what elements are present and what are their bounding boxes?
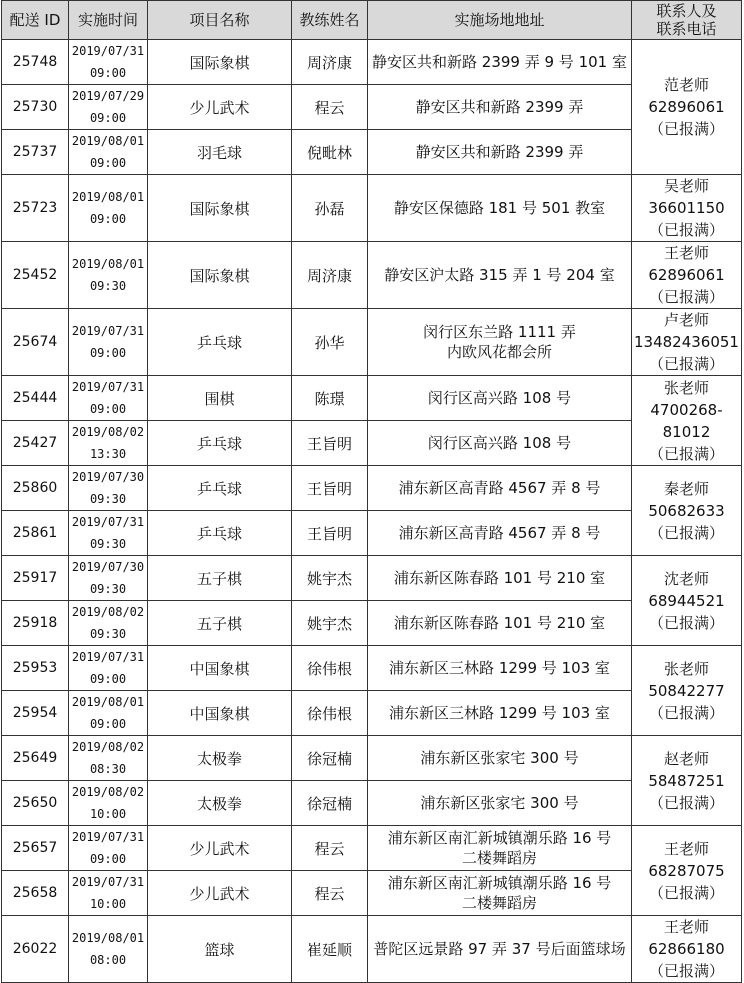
cell-contact (632, 826, 742, 916)
cell-coach: 王旨明 (292, 421, 368, 466)
table-row (2, 736, 742, 781)
address-line1: 普陀区远景路 97 弄 37 号后面篮球场 (373, 940, 626, 958)
cell-id: 25918 (2, 601, 69, 646)
cell-date: 2019/08/01 (71, 134, 145, 148)
table-row (2, 691, 742, 736)
cell-date: 2019/07/31 (71, 830, 145, 844)
cell-coach: 姚宇杰 (292, 601, 368, 646)
cell-address (368, 601, 632, 646)
header-id: 配送 ID (2, 1, 69, 40)
cell-date: 2019/07/30 (71, 470, 145, 484)
cell-time (69, 556, 148, 601)
cell-address (368, 85, 632, 130)
cell-id: 25954 (2, 691, 69, 736)
table-row (2, 601, 742, 646)
address-line1: 浦东新区高青路 4567 弄 8 号 (398, 524, 601, 542)
cell-clock: 09:00 (89, 402, 127, 416)
cell-coach: 程云 (292, 871, 368, 916)
cell-project: 篮球 (148, 916, 292, 983)
cell-id: 25860 (2, 466, 69, 511)
contact-phone: 62896061 (648, 98, 725, 116)
cell-project: 少儿武术 (148, 871, 292, 916)
cell-time (69, 826, 148, 871)
cell-id: 25658 (2, 871, 69, 916)
address-line2: 二楼舞蹈房 (461, 894, 537, 912)
cell-contact (632, 736, 742, 826)
contact-status: （已报满） (648, 444, 724, 463)
cell-time (69, 916, 148, 983)
cell-time (69, 511, 148, 556)
header-time: 实施时间 (69, 1, 148, 40)
cell-contact (632, 242, 742, 309)
cell-project: 乒乓球 (148, 511, 292, 556)
cell-clock: 09:00 (89, 717, 127, 731)
cell-address (368, 130, 632, 175)
cell-id: 25674 (2, 309, 69, 376)
cell-date: 2019/07/31 (71, 650, 145, 664)
cell-time (69, 85, 148, 130)
contact-phone: 62866180 (648, 940, 725, 958)
address-line1: 静安区保德路 181 号 501 教室 (393, 199, 606, 217)
cell-address (368, 175, 632, 242)
table-row (2, 511, 742, 556)
cell-address (368, 511, 632, 556)
contact-name: 卢老师 (663, 311, 709, 329)
cell-contact (632, 40, 742, 175)
cell-coach: 王旨明 (292, 466, 368, 511)
header-contact-line1: 联系人及 (656, 2, 717, 20)
cell-address (368, 376, 632, 421)
cell-id: 25649 (2, 736, 69, 781)
contact-name: 张老师 (663, 378, 709, 397)
cell-clock: 09:00 (89, 852, 127, 866)
cell-project: 中国象棋 (148, 646, 292, 691)
cell-coach: 徐伟根 (292, 646, 368, 691)
address-line1: 闵行区东兰路 1111 弄 (423, 323, 576, 341)
cell-coach: 王旨明 (292, 511, 368, 556)
cell-project: 乒乓球 (148, 421, 292, 466)
address-line1: 浦东新区张家宅 300 号 (420, 794, 579, 812)
cell-id: 25748 (2, 40, 69, 85)
contact-phone: 50682633 (648, 501, 725, 520)
cell-id: 25861 (2, 511, 69, 556)
cell-time (69, 691, 148, 736)
table-row (2, 826, 742, 871)
cell-date: 2019/07/31 (71, 44, 145, 58)
cell-id: 25917 (2, 556, 69, 601)
cell-date: 2019/08/01 (71, 931, 145, 945)
cell-date: 2019/08/02 (71, 740, 145, 754)
contact-phone: 4700268- (650, 400, 723, 419)
contact-name: 王老师 (663, 839, 709, 858)
address-line2: 内欧风花都会所 (446, 343, 552, 361)
cell-time (69, 736, 148, 781)
cell-coach: 徐冠楠 (292, 736, 368, 781)
cell-coach: 孙磊 (292, 175, 368, 242)
cell-clock: 09:00 (89, 346, 127, 360)
contact-phone: 68287075 (648, 861, 725, 880)
cell-time (69, 601, 148, 646)
table-row (2, 916, 742, 983)
contact-phone: 50842277 (648, 681, 725, 700)
cell-time (69, 871, 148, 916)
address-line1: 浦东新区陈春路 101 号 210 室 (393, 569, 606, 587)
cell-coach: 程云 (292, 826, 368, 871)
cell-project: 中国象棋 (148, 691, 292, 736)
header-coach: 教练姓名 (292, 1, 368, 40)
cell-clock: 08:30 (89, 762, 127, 776)
cell-coach: 孙华 (292, 309, 368, 376)
contact-status: （已报满） (648, 962, 724, 980)
address-line1: 浦东新区三林路 1299 号 103 室 (389, 704, 610, 722)
address-line1: 静安区沪太路 315 弄 1 号 204 室 (384, 266, 615, 284)
address-line2: 二楼舞蹈房 (461, 849, 537, 867)
table-row (2, 466, 742, 511)
cell-contact (632, 309, 742, 376)
cell-clock: 10:00 (89, 807, 127, 821)
cell-clock: 09:00 (89, 672, 127, 686)
cell-clock: 09:00 (89, 156, 127, 170)
address-line1: 静安区共和新路 2399 弄 (415, 143, 584, 161)
cell-project: 少儿武术 (148, 826, 292, 871)
address-line1: 闵行区高兴路 108 号 (427, 389, 572, 407)
cell-id: 25427 (2, 421, 69, 466)
cell-date: 2019/07/31 (71, 324, 145, 338)
contact-name: 张老师 (663, 659, 709, 678)
cell-time (69, 130, 148, 175)
address-line1: 闵行区高兴路 108 号 (427, 434, 572, 452)
contact-name: 赵老师 (663, 749, 709, 768)
header-row (2, 1, 742, 40)
address-line1: 浦东新区陈春路 101 号 210 室 (393, 614, 606, 632)
cell-project: 太极拳 (148, 781, 292, 826)
cell-project: 羽毛球 (148, 130, 292, 175)
cell-project: 乒乓球 (148, 309, 292, 376)
cell-id: 25444 (2, 376, 69, 421)
table-row (2, 421, 742, 466)
cell-date: 2019/07/29 (71, 89, 145, 103)
cell-clock: 08:00 (89, 953, 127, 967)
table-row (2, 130, 742, 175)
cell-coach: 姚宇杰 (292, 556, 368, 601)
address-line1: 浦东新区张家宅 300 号 (420, 749, 579, 767)
cell-id: 25723 (2, 175, 69, 242)
cell-address (368, 826, 632, 871)
table-row (2, 175, 742, 242)
cell-contact (632, 646, 742, 736)
cell-address (368, 916, 632, 983)
cell-coach: 崔延顺 (292, 916, 368, 983)
cell-time (69, 309, 148, 376)
cell-project: 国际象棋 (148, 242, 292, 309)
cell-time (69, 376, 148, 421)
table-row (2, 242, 742, 309)
cell-contact (632, 376, 742, 466)
table-row (2, 556, 742, 601)
contact-phone: 62896061 (648, 266, 725, 284)
cell-address (368, 421, 632, 466)
header-address: 实施场地地址 (368, 1, 632, 40)
cell-project: 五子棋 (148, 556, 292, 601)
cell-time (69, 421, 148, 466)
cell-coach: 周济康 (292, 40, 368, 85)
cell-address (368, 736, 632, 781)
contact-phone: 13482436051 (634, 333, 739, 351)
cell-coach: 陈璟 (292, 376, 368, 421)
contact-status: （已报满） (648, 120, 724, 138)
schedule-table (1, 0, 742, 983)
cell-date: 2019/07/31 (71, 380, 145, 394)
cell-contact (632, 916, 742, 983)
cell-project: 围棋 (148, 376, 292, 421)
cell-clock: 09:00 (89, 212, 127, 226)
table-row (2, 376, 742, 421)
cell-date: 2019/07/30 (71, 560, 145, 574)
cell-project: 太极拳 (148, 736, 292, 781)
cell-clock: 13:30 (89, 447, 127, 461)
cell-id: 25452 (2, 242, 69, 309)
cell-time (69, 175, 148, 242)
cell-contact (632, 556, 742, 646)
contact-name: 沈老师 (663, 569, 709, 588)
contact-name: 秦老师 (663, 479, 709, 498)
cell-address (368, 556, 632, 601)
cell-clock: 09:30 (89, 627, 127, 641)
cell-project: 国际象棋 (148, 40, 292, 85)
cell-time (69, 781, 148, 826)
cell-clock: 09:00 (89, 66, 127, 80)
cell-time (69, 40, 148, 85)
address-line1: 浦东新区南汇新城镇潮乐路 16 号 (387, 874, 612, 892)
table-row (2, 646, 742, 691)
cell-address (368, 781, 632, 826)
table-row (2, 40, 742, 85)
cell-coach: 徐冠楠 (292, 781, 368, 826)
cell-coach: 周济康 (292, 242, 368, 309)
cell-address (368, 309, 632, 376)
contact-phone: 68944521 (648, 591, 725, 610)
contact-name: 王老师 (663, 244, 709, 262)
contact-status: （已报满） (648, 793, 724, 812)
cell-time (69, 242, 148, 309)
cell-project: 五子棋 (148, 601, 292, 646)
cell-coach: 程云 (292, 85, 368, 130)
cell-id: 25730 (2, 85, 69, 130)
cell-project: 国际象棋 (148, 175, 292, 242)
address-line1: 静安区共和新路 2399 弄 9 号 101 室 (372, 53, 627, 71)
cell-contact (632, 175, 742, 242)
header-contact (632, 1, 742, 40)
cell-time (69, 466, 148, 511)
cell-id: 25657 (2, 826, 69, 871)
header-contact-line2: 联系电话 (656, 20, 717, 38)
cell-date: 2019/08/01 (71, 257, 145, 271)
cell-clock: 09:30 (89, 582, 127, 596)
table-row (2, 309, 742, 376)
cell-date: 2019/08/01 (71, 695, 145, 709)
cell-project: 乒乓球 (148, 466, 292, 511)
address-line1: 浦东新区南汇新城镇潮乐路 16 号 (387, 829, 612, 847)
cell-date: 2019/08/02 (71, 605, 145, 619)
cell-clock: 09:30 (89, 279, 127, 293)
contact-name: 范老师 (663, 76, 709, 94)
cell-clock: 09:00 (89, 111, 127, 125)
cell-clock: 09:30 (89, 537, 127, 551)
contact-phone-ext: 81012 (662, 422, 711, 441)
cell-address (368, 691, 632, 736)
contact-status: （已报满） (648, 703, 724, 722)
contact-status: （已报满） (648, 883, 724, 902)
table-row (2, 85, 742, 130)
cell-date: 2019/08/02 (71, 785, 145, 799)
contact-phone: 58487251 (648, 771, 725, 790)
cell-address (368, 871, 632, 916)
contact-status: （已报满） (648, 355, 724, 373)
cell-id: 25650 (2, 781, 69, 826)
address-line1: 浦东新区三林路 1299 号 103 室 (389, 659, 610, 677)
cell-date: 2019/07/31 (71, 515, 145, 529)
contact-status: （已报满） (648, 288, 724, 306)
cell-id: 26022 (2, 916, 69, 983)
contact-phone: 36601150 (648, 199, 725, 217)
cell-clock: 10:00 (89, 897, 127, 911)
cell-date: 2019/08/01 (71, 190, 145, 204)
cell-contact (632, 466, 742, 556)
cell-project: 少儿武术 (148, 85, 292, 130)
address-line1: 静安区共和新路 2399 弄 (415, 98, 584, 116)
contact-status: （已报满） (648, 523, 724, 542)
cell-coach: 徐伟根 (292, 691, 368, 736)
cell-address (368, 242, 632, 309)
cell-date: 2019/07/31 (71, 875, 145, 889)
contact-name: 王老师 (663, 918, 709, 936)
cell-address (368, 466, 632, 511)
cell-address (368, 646, 632, 691)
cell-date: 2019/08/02 (71, 425, 145, 439)
cell-coach: 倪毗林 (292, 130, 368, 175)
table-row (2, 781, 742, 826)
cell-id: 25953 (2, 646, 69, 691)
contact-status: （已报满） (648, 221, 724, 239)
contact-name: 吴老师 (663, 177, 709, 195)
address-line1: 浦东新区高青路 4567 弄 8 号 (398, 479, 601, 497)
cell-time (69, 646, 148, 691)
cell-id: 25737 (2, 130, 69, 175)
header-project: 项目名称 (148, 1, 292, 40)
contact-status: （已报满） (648, 613, 724, 632)
cell-address (368, 40, 632, 85)
table-row (2, 871, 742, 916)
cell-clock: 09:30 (89, 492, 127, 506)
